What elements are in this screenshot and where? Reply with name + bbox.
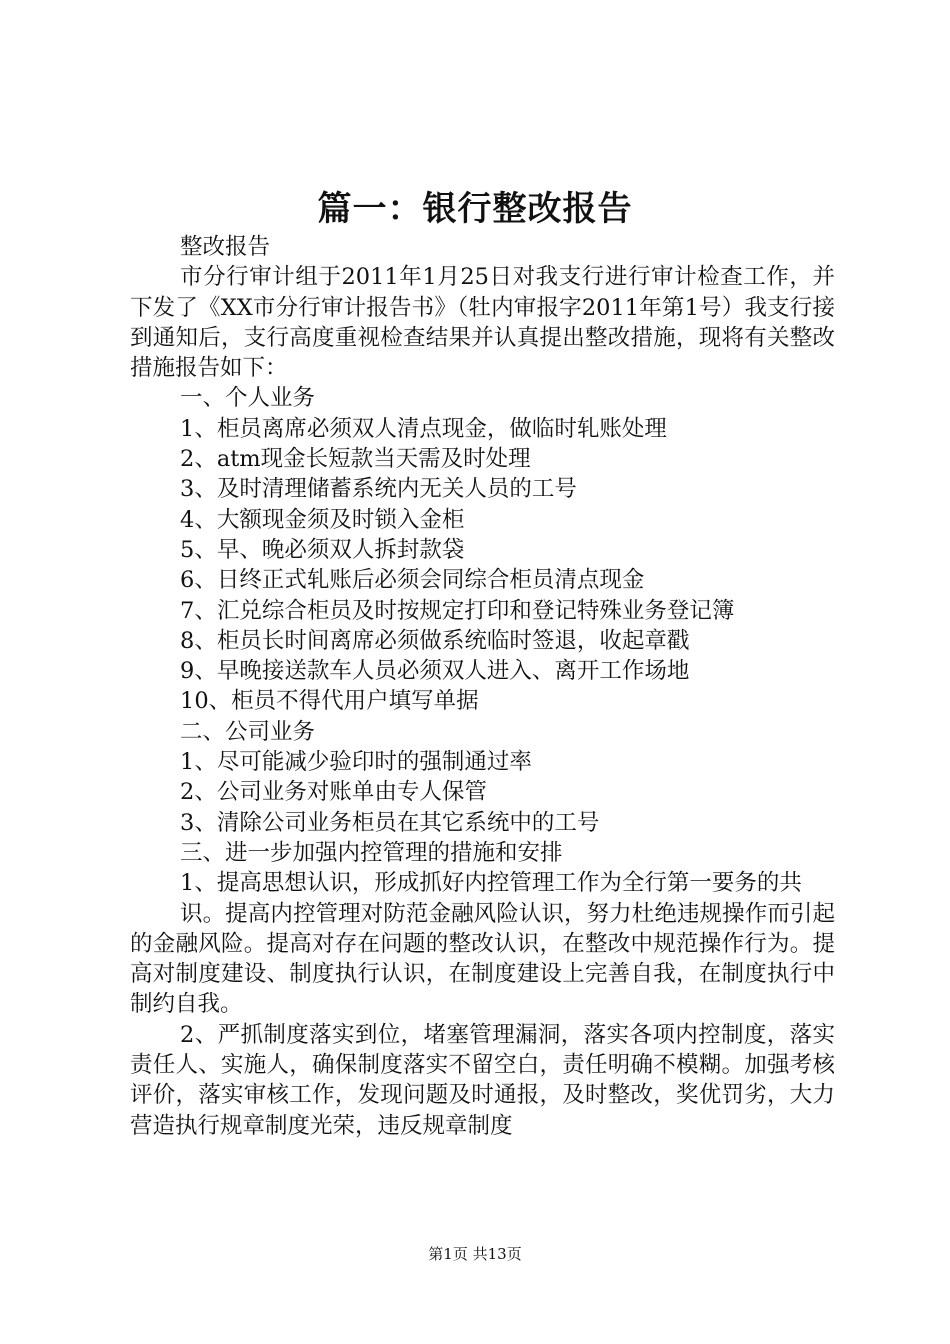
list-item: 2、公司业务对账单由专人保管 (180, 779, 487, 806)
list-item: 7、汇兑综合柜员及时按规定打印和登记特殊业务登记簿 (180, 597, 735, 624)
list-item: 8、柜员长时间离席必须做系统临时签退，收起章戳 (180, 627, 690, 654)
list-item: 6、日终正式轧账后必须会同综合柜员清点现金 (180, 567, 645, 594)
paragraph-heading: 整改报告 (180, 234, 271, 260)
document-body (130, 232, 835, 1141)
paragraph-intro: 市分行审计组于2011年1月25日对我支行进行审计检查工作，并下发了《XX市分行审计报告书》（牡内审报字2011年第1号）我支行接到通知后，支行高度重视检查结果并认真提出整改措施，现将有关整改措施报告如下： (130, 264, 835, 382)
list-item: 9、早晚接送款车人员必须双人进入、离开工作场地 (180, 658, 690, 685)
document-title: 篇一：银行整改报告 (317, 189, 633, 229)
list-item: 10、柜员不得代用户填写单据 (180, 688, 479, 715)
paragraph-continuation: 识。提高内控管理对防范金融风险认识，努力杜绝违规操作而引起的金融风险。提高对存在问题的整改认识，在整改中规范操作行为。提高对制度建设、制度执行认识，在制度建设上完善自我，在制度执行中制约自我。 (130, 900, 835, 1018)
section-heading-internal-control: 三、进一步加强内控管理的措施和安排 (180, 839, 563, 866)
list-item: 5、早、晚必须双人拆封款袋 (180, 536, 465, 563)
list-item: 2、严抓制度落实到位，堵塞管理漏洞，落实各项内控制度，落实责任人、实施人，确保制度落实不留空白，责任明确不模糊。加强考核评价，落实审核工作，发现问题及时通报，及时整改，奖优罚劣，大力营造执行规章制度光荣，违反规章制度 (130, 1021, 835, 1139)
list-item: 1、提高思想认识，形成抓好内控管理工作为全行第一要务的共 (180, 870, 802, 897)
list-item: 3、及时清理储蓄系统内无关人员的工号 (180, 476, 577, 503)
list-item: 3、清除公司业务柜员在其它系统中的工号 (180, 809, 600, 836)
section-heading-corporate: 二、公司业务 (180, 718, 316, 745)
page-footer: 第1页 共13页 (428, 1245, 522, 1263)
list-item: 1、柜员离席必须双人清点现金，做临时轧账处理 (180, 415, 667, 442)
section-heading-personal: 一、个人业务 (180, 385, 316, 412)
list-item: 4、大额现金须及时锁入金柜 (180, 506, 465, 533)
list-item: 2、atm现金长短款当天需及时处理 (180, 446, 531, 473)
list-item: 1、尽可能减少验印时的强制通过率 (180, 749, 532, 776)
